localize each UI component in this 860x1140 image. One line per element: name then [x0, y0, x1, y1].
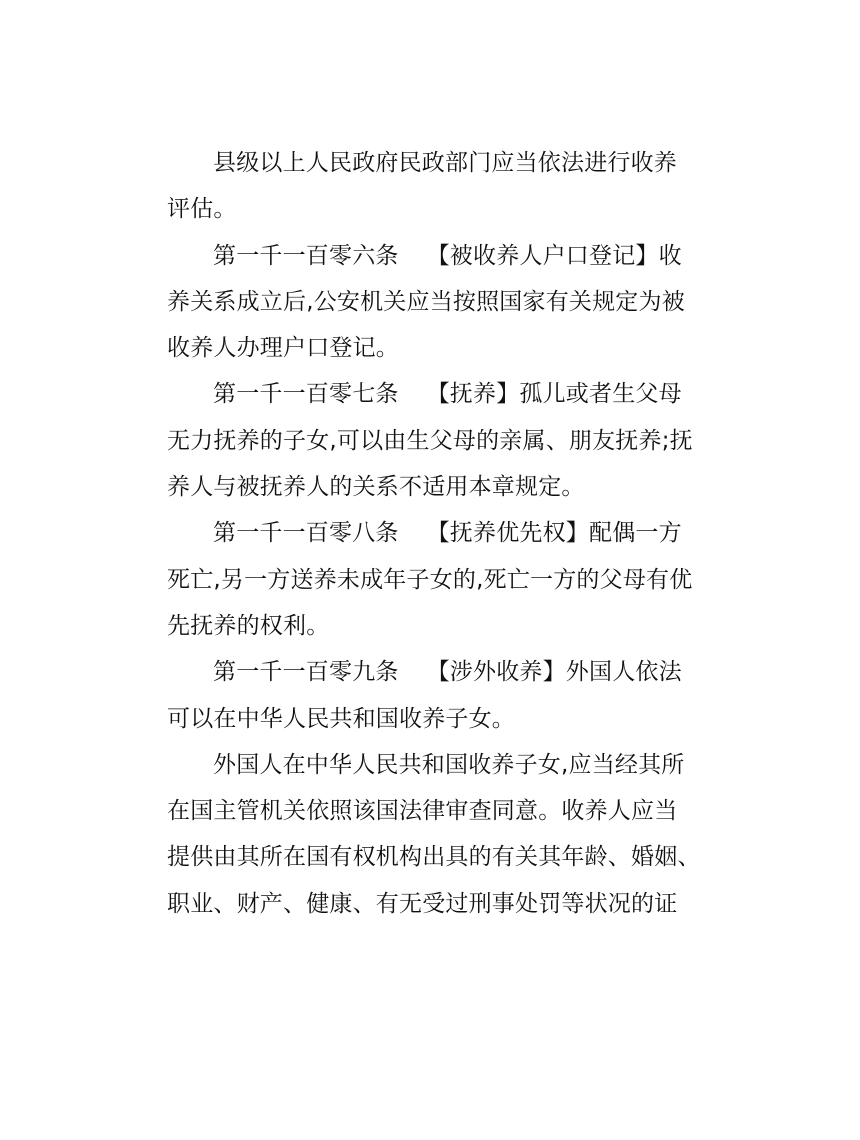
- document-body: [167, 140, 707, 927]
- paragraph-line: [167, 464, 707, 510]
- paragraph-line: [167, 834, 707, 880]
- article-heading-1109: [167, 649, 707, 695]
- article-number: 第一千一百零七条: [213, 381, 399, 408]
- paragraph-line: [167, 325, 707, 371]
- paragraph-line: [167, 557, 707, 603]
- text-span: 收养人办理户口登记。: [167, 335, 399, 362]
- text-span: 评估。: [167, 196, 237, 223]
- article-title: 【涉外收养】外国人依法: [426, 659, 682, 686]
- text-span: 先抚养的权利。: [167, 612, 330, 639]
- article-heading-1107: [167, 371, 707, 417]
- article-title: 【抚养】孤儿或者生父母: [426, 381, 682, 408]
- article-number: 第一千一百零八条: [213, 520, 399, 547]
- text-span: 职业、财产、健康、有无受过刑事处罚等状况的证: [167, 890, 678, 917]
- text-span: 养关系成立后,公安机关应当按照国家有关规定为被: [167, 288, 685, 315]
- paragraph-line: [167, 279, 707, 325]
- article-heading-1108: [167, 510, 707, 556]
- text-span: 外国人在中华人民共和国收养子女,应当经其所: [213, 751, 685, 778]
- text-span: 养人与被抚养人的关系不适用本章规定。: [167, 474, 585, 501]
- text-span: 无力抚养的子女,可以由生父母的亲属、朋友抚养;抚: [167, 427, 693, 454]
- paragraph-line: [167, 788, 707, 834]
- article-title: 【被收养人户口登记】收: [426, 242, 682, 269]
- article-number: 第一千一百零九条: [213, 659, 399, 686]
- paragraph-line: [167, 881, 707, 927]
- text-span: 可以在中华人民共和国收养子女。: [167, 705, 515, 732]
- paragraph-line: [167, 696, 707, 742]
- paragraph-line: [167, 186, 707, 232]
- text-span: 死亡,另一方送养未成年子女的,死亡一方的父母有优: [167, 566, 693, 593]
- text-span: 县级以上人民政府民政部门应当依法进行收养: [213, 150, 677, 176]
- paragraph-line: [167, 742, 707, 788]
- article-heading-1106: [167, 233, 707, 279]
- text-span: 在国主管机关依照该国法律审查同意。收养人应当: [167, 798, 678, 825]
- article-title: 【抚养优先权】配偶一方: [426, 520, 682, 547]
- paragraph-line: [167, 140, 707, 186]
- paragraph-line: [167, 418, 707, 464]
- article-number: 第一千一百零六条: [213, 242, 399, 269]
- paragraph-line: [167, 603, 707, 649]
- text-span: 提供由其所在国有权机构出具的有关其年龄、婚姻、: [167, 844, 701, 871]
